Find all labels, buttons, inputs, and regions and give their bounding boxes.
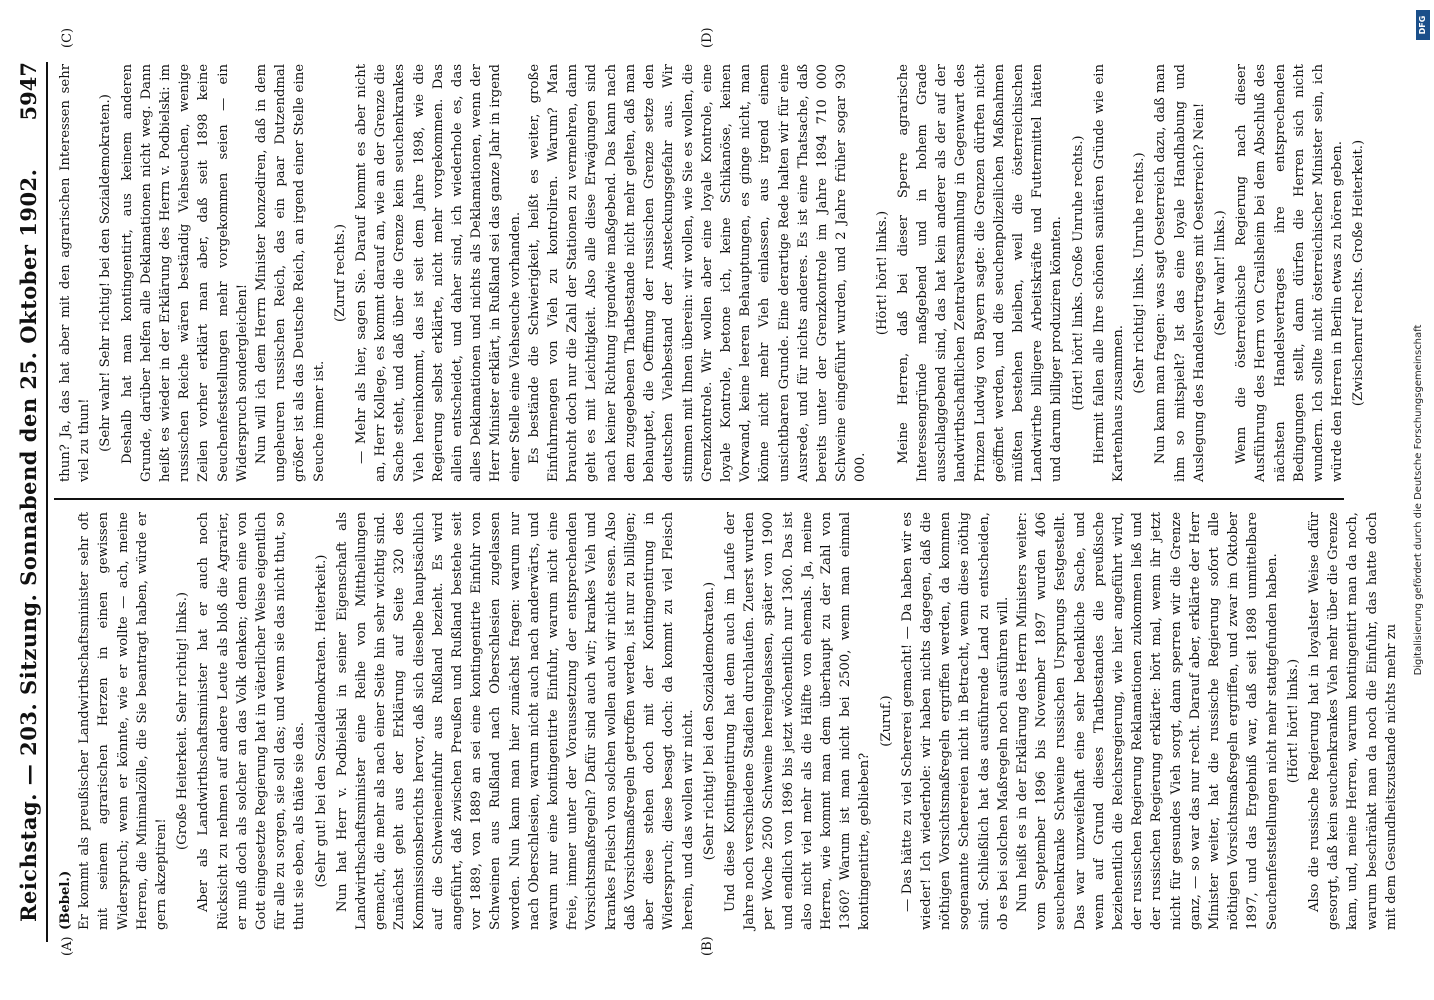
interjection: (Zuruf rechts.) bbox=[332, 223, 348, 323]
paragraph: thun? Ja, das hat aber mit den agrarischen Interessen sehr viel zu thun! bbox=[58, 64, 93, 482]
paragraph: Meine Herren, daß bei dieser Sperre agrarische Interessengründe maßgebend und in hohem Grade ausschlaggebend sind, das hat kein anderer als der auf der landwirthschaftlichen Zentralversammlung in Gegenwart des Prinzen Ludwig von Bayern sagte: die Grenzen dürften nicht geöffnet werden, und die seuchenpolizeilichen Maßnahmen müßten bestehen bleiben, weil die österreichischen Landwirthe billigere Arbeitskräfte und Futtermittel hätten und darum billiger produziren könnten. bbox=[895, 64, 1065, 482]
digitization-note-text: Digitalisierung gefördert durch die Deutsche Forschungsgemeinschaft bbox=[1413, 324, 1424, 676]
paragraph: Also die russische Regierung hat in loyalster Weise dafür gesorgt, daß kein seuchenkrankes Vieh mehr über die Grenze kam, und, meine Herren, warum kontingentirt man da noch, warum beschränkt man da noch die Einfuhr, das hatte doch mit dem Gesundheitszustande nichts mehr zu bbox=[1307, 512, 1399, 930]
column-divider bbox=[54, 498, 1344, 500]
page-header bbox=[10, 62, 48, 942]
interjection: (Sehr gut! bei den Sozialdemokraten. Heiterkeit.) bbox=[313, 554, 329, 888]
interjection: (Große Heiterkeit. Sehr richtig! links.) bbox=[175, 591, 191, 851]
interjection: (Zwischenruf rechts. Große Heiterkeit.) bbox=[1351, 139, 1367, 407]
interjection: (Sehr richtig! bei den Sozialdemokraten.) bbox=[701, 581, 717, 861]
digitization-note bbox=[1404, 0, 1434, 1000]
paragraph: Und diese Kontingentirung hat denn auch im Laufe der Jahre noch verschiedene Stadien durchlaufen. Zuerst wurden per Woche 2500 Schweine hereingelassen, später von 1900 und endlich von 1896 bis jetzt wöchentlich nur 1360. Das ist also nicht viel mehr als die Hälfte von ehemals. Ja, meine Herren, wie kommt man dem überhaupt zu der Zahl von 1360? Warum ist man nicht bei 2500, wenn man einmal kontingentirte, geblieben? bbox=[722, 512, 873, 930]
interjection: (Sehr richtig! links. Unruhe rechts.) bbox=[1132, 152, 1148, 394]
paragraph: Nun kann man fragen: was sagt Oesterreich dazu, daß man ihm so mitspielt? Ist das eine loyale Handhabung und Auslegung des Handelsvertrages mit Oesterreich? Nein! bbox=[1153, 64, 1207, 482]
interjection: (Sehr wahr! Sehr richtig! bei den Sozialdemokraten.) bbox=[98, 94, 114, 452]
interjection: (Zuruf.) bbox=[878, 695, 894, 747]
interjection: (Hört! hört! links.) bbox=[874, 210, 890, 336]
interjection: (Hört! hört! links. Große Unruhe rechts.) bbox=[1070, 135, 1086, 411]
paragraph: — Das hätte zu viel Schererei gemacht! — Da haben wir es wieder! Ich wiederhole: wir haben nichts dagegen, daß die nöthigen Vorsichtsmaßregeln ergriffen werden, da kommen sogenannte Scherereien nicht in Betracht, wenn diese nöthig sind. Schließlich hat das ausführende Land zu entscheiden, ob es bei solchen Maßregeln noch ausführen will. bbox=[899, 512, 1011, 930]
paragraph: Er kommt als preußischer Landwirthschaftsminister sehr oft mit seinem agrarischen Herzen in einen gewissen Widerspruch; wenn er könnte, wie er wollte — ach, meine Herren, die Minimalzölle, die Sie beantragt haben, würde er gern akzeptiren! bbox=[77, 512, 170, 930]
page-number: 5947 bbox=[16, 62, 41, 121]
paragraph: — Mehr als hier, sagen Sie. Darauf kommt es aber nicht an, Herr Kollege, es kommt darauf an, wie an der Grenze die Sache steht, und daß über die Grenze kein seuchenkrankes Vieh hereinkommt, das ist seit dem Jahre 1898, wie die Regierung selbst erklärte, nicht mehr vorgekommen. Das allein entscheidet, und daher sind, ich wiederhole es, das alles Deklamationen und nichts als Deklamationen, wenn der Herr Minister erklärt, in Rußland sei das ganze Jahr in irgend einer Stelle eine Viehseuche vorhanden. bbox=[354, 64, 523, 482]
margin-marker-c: (C) bbox=[60, 27, 75, 48]
header-title: Reichstag. — 203. Sitzung. Sonnabend den 25. Oktober 1902. bbox=[16, 168, 41, 922]
dfg-logo-text: DFG bbox=[1418, 15, 1427, 35]
paragraph: Nun hat Herr v. Podbielski in seiner Eigenschaft als Landwirthschaftsminister eine Reihe von Mittheilungen gemacht, die mehr als nach einer Seite hin sehr wichtig sind. Zunächst geht aus der Erklärung auf Seite 320 des Kommissionsberichts hervor, daß sich dieselbe hauptsächlich auf die Schweineeinfuhr aus Rußland bezieht. Es wird angeführt, daß zwischen Preußen und Rußland bestehe seit vor 1889, von 1889 an sei eine kontingentirte Einfuhr von Schweinen aus Rußland nach Oberschlesien zugelassen worden. Nun kann man hier zunächst fragen: warum nur nach Oberschlesien, warum nicht auch nach anderwärts, und warum nur eine kontingentirte Einfuhr, warum nicht eine freie, immer unter der Voraussetzung der entsprechenden Vorsichtsmaßregeln? Dafür sind auch wir; krankes Vieh und krankes Fleisch von solchen wollen auch wir nicht essen. Also daß Vorsichtsmaßregeln getroffen werden, ist nur zu billigen; aber diese stehen doch mit der Kontingentirung in Widerspruch; diese besagt doch: da kommt zu viel Fleisch herein, und das wollen wir nicht. bbox=[334, 512, 696, 930]
right-column bbox=[56, 64, 1367, 482]
interjection: (Hört! hört! links.) bbox=[1285, 658, 1301, 784]
paragraph: Hiermit fallen alle Ihre schönen sanitären Gründe wie ein Kartenhaus zusammen. bbox=[1091, 64, 1126, 482]
paragraph: Wenn die österreichische Regierung nach dieser Ausführung des Herrn von Crailsheim bei dem Abschluß des nächsten Handelsvertrages ihre entsprechenden Bedingungen stellt, dann dürfen die Herren sich nicht wundern. Ich sollte nicht österreichischer Minister sein, ich würde den Herren in Berlin etwas zu hören geben. bbox=[1234, 64, 1346, 482]
interjection: (Sehr wahr! links.) bbox=[1212, 210, 1228, 336]
paragraph: Aber als Landwirthschaftsminister hat er auch noch Rücksicht zu nehmen auf andere Leute als bloß die Agrarier, er muß doch als solcher an das Volk denken; denn eine von Gott eingesetzte Regierung hat in väterlicher Weise eigentlich für alle zu sorgen, sie soll das; und wenn sie das nicht thut, so thut sie eben, als thäte sie das. bbox=[196, 512, 308, 930]
margin-marker-a: (A) bbox=[60, 936, 75, 956]
margin-marker-b: (B) bbox=[700, 936, 715, 956]
left-column bbox=[56, 512, 1399, 930]
paragraph: Nun heißt es in der Erklärung des Herrn Ministers weiter: vom September 1896 bis November 1897 wurden 406 seuchenkranke Schweine russischen Ursprungs festgestellt. Das war unzweifelhaft eine sehr bedenkliche Sache, und wenn auf Grund dieses Thatbestandes die preußische beziehentlich die Reichsregierung, wie hier angeführt wird, der russischen Regierung Reklamationen zukommen ließ und der russischen Regierung erklärte: hört mal, wenn ihr jetzt nicht für gesundes Vieh sorgt, dann sperren wir die Grenze ganz, — so war das nur recht. Darauf aber, erklärte der Herr Minister weiter, hat die russische Regierung sofort alle nöthigen Vorsichtsmaßregeln ergriffen, und zwar im Oktober 1897, und das Ergebniß war, daß seit 1898 unmittelbare Seuchenfeststellungen nicht mehr stattgefunden haben. bbox=[1014, 512, 1280, 930]
paragraph: Nun will ich dem Herrn Minister konzediren, daß in dem ungeheuren russischen Reich, das ein paar Dutzendmal größer ist als das Deutsche Reich, an irgend einer Stelle eine Seuche immer ist. bbox=[254, 64, 327, 482]
margin-marker-d: (D) bbox=[700, 27, 715, 48]
paragraph: Deshalb hat man kontingentirt, aus keinem anderen Grunde, darüber helfen alle Deklamationen nicht weg. Dann heißt es wieder in der Erklärung des Herrn v. Podbielski: im russischen Reiche wären beständig Viehseuchen, wenige Zeilen vorher erklärt man aber, daß seit 1898 keine Seuchenfeststellungen mehr vorgekommen seien — ein Widerspruch sondergleichen! bbox=[119, 64, 250, 482]
paragraph: Es bestände die Schwierigkeit, heißt es weiter, große Einfuhrmengen von Vieh zu kontroliren. Warum? Man braucht doch nur die Zahl der Stationen zu vermehren, dann geht es mit Leichtigkeit. Also alle diese Erwägungen sind nach keiner Richtung irgendwie maßgebend. Das kann nach dem zugegebenen Thatbestande nicht mehr gelten, daß man behauptet, die Oeffnung der russischen Grenze setze den deutschen Viehbestand der Ansteckungsgefahr aus. Wir stimmen mit Ihnen überein: wir wollen, wie Sie es wollen, die Grenzkontrole. Wir wollen aber eine loyale Kontrole, eine loyale Kontrole, betone ich, keine Schikanöse, keinen Vorwand, keine leeren Behauptungen, es ginge nicht, man könne nicht mehr Vieh einlassen, aus irgend einem unsichtbaren Grunde. Eine derartige Rede halten wir für eine Ausrede, und für nichts anderes. Es ist eine Thatsache, daß bereits unter der Grenzkontrole im Jahre 1894 710 000 Schweine eingeführt wurden, und 2 Jahre früher sogar 930 000. bbox=[526, 64, 869, 482]
speaker-label: (Bebel.) bbox=[58, 870, 73, 930]
dfg-logo bbox=[1416, 10, 1430, 40]
